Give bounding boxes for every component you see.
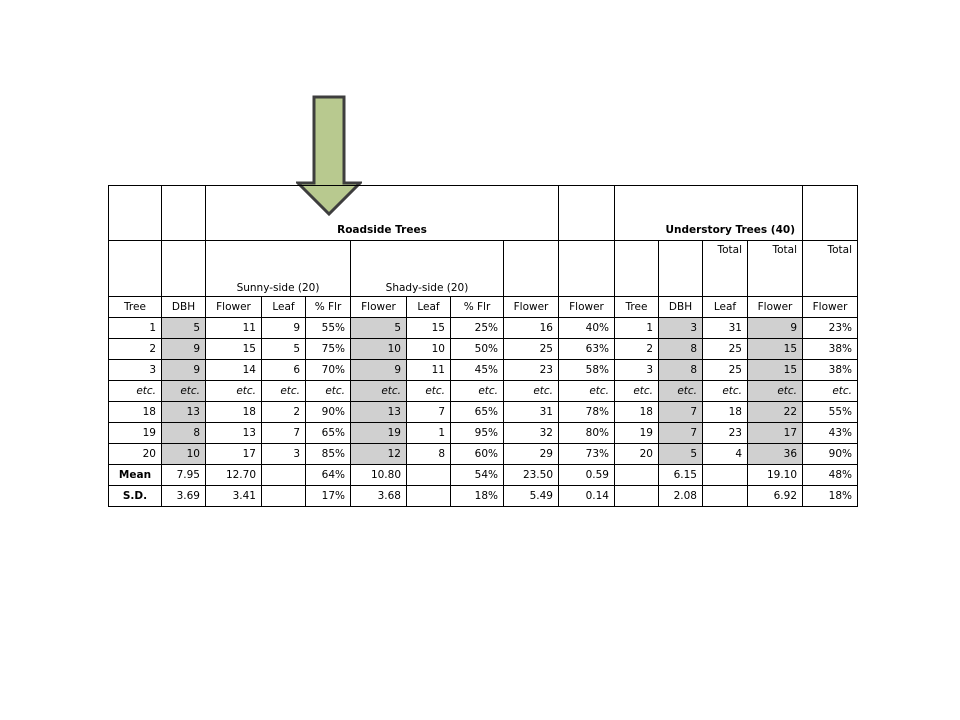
table-cell: etc.	[659, 381, 703, 402]
table-cell: etc.	[306, 381, 351, 402]
table-cell: 85%	[306, 444, 351, 465]
table-cell: 3	[109, 360, 162, 381]
roadside-title: Roadside Trees	[206, 186, 559, 241]
table-cell: 16	[504, 318, 559, 339]
table-cell: 19	[351, 423, 407, 444]
table-cell: 75%	[306, 339, 351, 360]
table-cell: etc.	[559, 381, 615, 402]
table-cell: 18	[206, 402, 262, 423]
table-cell: etc.	[615, 381, 659, 402]
column-header: Leaf	[703, 297, 748, 318]
summary-label: Mean	[109, 465, 162, 486]
table-cell: 65%	[306, 423, 351, 444]
table-cell: etc.	[504, 381, 559, 402]
table-cell: 90%	[803, 444, 858, 465]
summary-cell: 5.49	[504, 486, 559, 507]
summary-cell: 6.92	[748, 486, 803, 507]
table-cell: 13	[351, 402, 407, 423]
table-cell: 8	[659, 339, 703, 360]
table-cell: 2	[109, 339, 162, 360]
table-cell: 29	[504, 444, 559, 465]
table-cell: 7	[659, 402, 703, 423]
column-header: Flower	[206, 297, 262, 318]
table-cell: etc.	[748, 381, 803, 402]
summary-cell: 19.10	[748, 465, 803, 486]
summary-cell: 23.50	[504, 465, 559, 486]
table-cell: 78%	[559, 402, 615, 423]
summary-cell	[262, 465, 306, 486]
table-cell: etc.	[703, 381, 748, 402]
table-cell: etc.	[162, 381, 206, 402]
table-cell: 73%	[559, 444, 615, 465]
summary-row	[109, 486, 858, 507]
summary-cell	[615, 486, 659, 507]
understory-title: Understory Trees (40)	[659, 186, 803, 241]
column-header: Flower	[559, 297, 615, 318]
table-cell: etc.	[262, 381, 306, 402]
sunny-group-label: Sunny-side (20)	[206, 241, 351, 297]
table-cell: 11	[407, 360, 451, 381]
table-cell: etc.	[407, 381, 451, 402]
column-header: Flower	[748, 297, 803, 318]
table-cell: 58%	[559, 360, 615, 381]
summary-cell: 0.14	[559, 486, 615, 507]
table-cell: 95%	[451, 423, 504, 444]
table-cell: 4	[703, 444, 748, 465]
shady-group-label: Shady-side (20)	[351, 241, 504, 297]
column-header: Flower	[803, 297, 858, 318]
table-cell: etc.	[351, 381, 407, 402]
table-cell: 70%	[306, 360, 351, 381]
table-cell: 38%	[803, 339, 858, 360]
table-cell: 9	[162, 339, 206, 360]
table-cell: 5	[351, 318, 407, 339]
column-header: DBH	[659, 297, 703, 318]
summary-cell: 54%	[451, 465, 504, 486]
summary-cell	[703, 465, 748, 486]
table-cell: 9	[351, 360, 407, 381]
summary-cell: 3.68	[351, 486, 407, 507]
column-header-row	[109, 297, 858, 318]
table-cell: 15	[206, 339, 262, 360]
summary-cell: 10.80	[351, 465, 407, 486]
table-cell: 7	[262, 423, 306, 444]
table-cell: 63%	[559, 339, 615, 360]
table-cell: etc.	[109, 381, 162, 402]
summary-cell: 3.41	[206, 486, 262, 507]
table-row	[109, 339, 858, 360]
table-cell: 50%	[451, 339, 504, 360]
table-cell: 8	[407, 444, 451, 465]
tree-data-table	[108, 185, 858, 507]
table-cell: 13	[206, 423, 262, 444]
table-cell: 32	[504, 423, 559, 444]
summary-cell	[615, 465, 659, 486]
table-cell: etc.	[451, 381, 504, 402]
column-header: Tree	[109, 297, 162, 318]
column-header: % Flr	[451, 297, 504, 318]
table-cell: 5	[162, 318, 206, 339]
table-cell: 20	[615, 444, 659, 465]
table-cell: 3	[262, 444, 306, 465]
title-row	[109, 186, 858, 241]
table-cell: 9	[162, 360, 206, 381]
summary-cell	[703, 486, 748, 507]
table-cell: 43%	[803, 423, 858, 444]
table-cell: 60%	[451, 444, 504, 465]
table-cell: 8	[659, 360, 703, 381]
table-cell: 18	[703, 402, 748, 423]
column-header: Tree	[615, 297, 659, 318]
column-header: Flower	[351, 297, 407, 318]
table-cell: 1	[109, 318, 162, 339]
table-row	[109, 444, 858, 465]
table-cell: 19	[615, 423, 659, 444]
table-row	[109, 402, 858, 423]
table-cell: 25%	[451, 318, 504, 339]
table-cell: 13	[162, 402, 206, 423]
group-row	[109, 241, 858, 297]
summary-cell: 12.70	[206, 465, 262, 486]
table-row	[109, 381, 858, 402]
table-cell: 14	[206, 360, 262, 381]
table-cell: 15	[748, 339, 803, 360]
table-cell: 5	[659, 444, 703, 465]
table-cell: 10	[162, 444, 206, 465]
table-cell: 80%	[559, 423, 615, 444]
summary-cell: 18%	[451, 486, 504, 507]
table-cell: 25	[703, 339, 748, 360]
table-cell: 55%	[306, 318, 351, 339]
summary-label: S.D.	[109, 486, 162, 507]
table-cell: 20	[109, 444, 162, 465]
column-header: % Flr	[306, 297, 351, 318]
table-cell: 3	[659, 318, 703, 339]
table-cell: 22	[748, 402, 803, 423]
table-cell: 9	[748, 318, 803, 339]
table-cell: 36	[748, 444, 803, 465]
table-cell: 11	[206, 318, 262, 339]
summary-cell: 48%	[803, 465, 858, 486]
summary-cell: 3.69	[162, 486, 206, 507]
table-cell: 15	[407, 318, 451, 339]
summary-cell: 18%	[803, 486, 858, 507]
table-cell: 38%	[803, 360, 858, 381]
table-cell: etc.	[803, 381, 858, 402]
summary-cell: 0.59	[559, 465, 615, 486]
table-cell: 7	[407, 402, 451, 423]
table-cell: 3	[615, 360, 659, 381]
summary-cell	[262, 486, 306, 507]
total-label: Total	[803, 241, 858, 297]
column-header: Leaf	[407, 297, 451, 318]
table-cell: 55%	[803, 402, 858, 423]
table-cell: 31	[504, 402, 559, 423]
summary-cell: 64%	[306, 465, 351, 486]
table-cell: 65%	[451, 402, 504, 423]
table-cell: 7	[659, 423, 703, 444]
summary-cell	[407, 465, 451, 486]
summary-cell	[407, 486, 451, 507]
table-cell: 23%	[803, 318, 858, 339]
total-label: Total	[703, 241, 748, 297]
table-cell: 90%	[306, 402, 351, 423]
table-cell: 45%	[451, 360, 504, 381]
table-row	[109, 360, 858, 381]
table-cell: 23	[703, 423, 748, 444]
column-header: Leaf	[262, 297, 306, 318]
summary-cell: 6.15	[659, 465, 703, 486]
table-cell: 15	[748, 360, 803, 381]
total-label: Total	[748, 241, 803, 297]
summary-row	[109, 465, 858, 486]
table-cell: 8	[162, 423, 206, 444]
table-cell: 1	[615, 318, 659, 339]
table-cell: 18	[109, 402, 162, 423]
table-cell: 10	[351, 339, 407, 360]
table-row	[109, 423, 858, 444]
table-cell: 17	[206, 444, 262, 465]
table-cell: 5	[262, 339, 306, 360]
table-cell: 18	[615, 402, 659, 423]
table-cell: 6	[262, 360, 306, 381]
table-cell: 10	[407, 339, 451, 360]
table-cell: 23	[504, 360, 559, 381]
table-cell: 40%	[559, 318, 615, 339]
table-cell: 2	[615, 339, 659, 360]
column-header: DBH	[162, 297, 206, 318]
table-cell: 2	[262, 402, 306, 423]
table-cell: 31	[703, 318, 748, 339]
summary-cell: 17%	[306, 486, 351, 507]
table-cell: 25	[703, 360, 748, 381]
table-cell: 1	[407, 423, 451, 444]
table-cell: 9	[262, 318, 306, 339]
table-cell: etc.	[206, 381, 262, 402]
summary-cell: 2.08	[659, 486, 703, 507]
column-header: Flower	[504, 297, 559, 318]
table-cell: 19	[109, 423, 162, 444]
table-cell: 17	[748, 423, 803, 444]
table-row	[109, 318, 858, 339]
table-cell: 25	[504, 339, 559, 360]
summary-cell: 7.95	[162, 465, 206, 486]
table-cell: 12	[351, 444, 407, 465]
